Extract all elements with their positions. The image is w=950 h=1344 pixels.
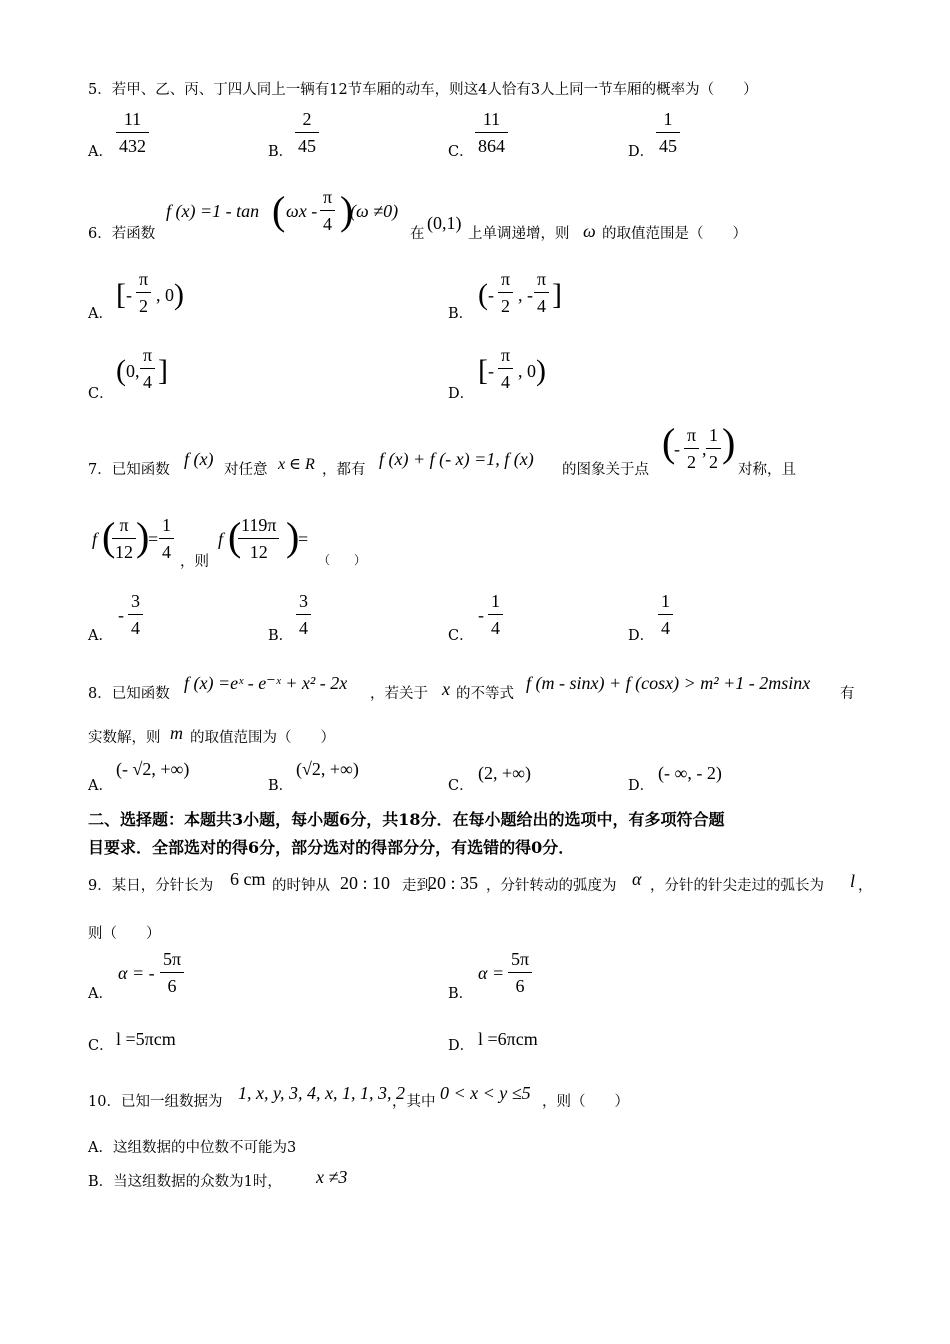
q8-line2: 实数解，则 <box>88 730 161 746</box>
q6-mid: 在 <box>410 226 425 242</box>
q8-x: x <box>442 679 450 699</box>
q10-option-b: B．当这组数据的众数为1时， <box>88 1174 282 1190</box>
q7-fx: f (x) <box>184 449 214 469</box>
q7-c-sign: - <box>478 605 484 625</box>
q6-b-frac1: π 2 <box>498 268 513 317</box>
q6-b-mid: , - <box>518 285 533 305</box>
q7-pt-lparen: ( <box>662 420 676 465</box>
q9-b-lhs: α = <box>478 963 505 983</box>
q7-v-rparen: ) <box>136 514 150 559</box>
q6-d-rparen: ) <box>536 354 546 387</box>
q7-then: ，则 <box>180 554 209 570</box>
q6-func-left: f (x) =1 - tan <box>166 201 260 221</box>
q5-option-b-value: 2 45 <box>295 108 319 157</box>
q5-option-d-label: D． <box>628 144 655 160</box>
q6-c-left: ( <box>116 354 126 387</box>
q10-tail: ，则（ ） <box>542 1094 629 1110</box>
q5-option-a-value: 11 432 <box>116 108 149 157</box>
section2-line1: 二、选择题：本题共3小题，每小题6分，共18分．在每小题给出的选项中，有多项符合题 <box>88 810 725 829</box>
q6-b-right: ] <box>552 278 562 311</box>
q7-a-frac: 3 4 <box>128 590 143 639</box>
q7-any: 对任意 <box>224 462 268 478</box>
q9-option-c-value: l =5πcm <box>116 1029 176 1049</box>
q7-q-lparen: ( <box>228 514 242 559</box>
q6-paren-open: ( <box>272 188 286 233</box>
q6-option-d-label: D． <box>448 386 475 402</box>
q7-pt-frac1: π 2 <box>684 424 699 473</box>
q6-suffix2: 的取值范围是（ ） <box>602 226 747 242</box>
q9-option-a-label: A． <box>88 986 113 1002</box>
q10-cond: 0 < x < y ≤5 <box>440 1083 531 1103</box>
q9-alpha: α <box>632 869 642 889</box>
q6-a-minus: - <box>126 285 132 305</box>
q7-c-frac: 1 4 <box>488 590 503 639</box>
q9-line2: 则（ ） <box>88 926 161 942</box>
q7-q-rparen: ) <box>286 514 300 559</box>
q7-xr: x ∈ R <box>278 456 315 473</box>
q8-m: m <box>170 723 183 743</box>
q8-option-d-value: (- ∞, - 2) <box>658 763 722 783</box>
q9-a-lhs: α = - <box>118 963 155 983</box>
q7-prefix: 7．已知函数 <box>88 462 170 478</box>
q9-option-d-value: l =6πcm <box>478 1029 538 1049</box>
q6-b-frac2: π 4 <box>534 268 549 317</box>
q5-option-a-label: A． <box>88 144 113 160</box>
q6-func-arg: ωx - <box>286 201 318 221</box>
q8-option-b-value: (√2, +∞) <box>296 759 359 779</box>
q7-comma: ，都有 <box>322 462 366 478</box>
q6-suffix1: 上单调递增，则 <box>468 226 570 242</box>
q8-option-c-value: (2, +∞) <box>478 763 531 783</box>
q6-pi-over-4: π 4 <box>320 186 335 235</box>
q6-b-left: ( <box>478 278 488 311</box>
q8-line2b: 的取值范围为（ ） <box>190 730 335 746</box>
q8-prefix: 8．已知函数 <box>88 686 170 702</box>
q6-option-b-label: B． <box>448 306 474 322</box>
q7-pt-comma: , <box>702 439 707 459</box>
q9-prefix: 9．某日，分针长为 <box>88 878 214 894</box>
q9-mid5: ， <box>858 878 873 894</box>
q6-prefix: 6．若函数 <box>88 226 156 242</box>
q6-cond: (ω ≠0) <box>350 201 399 221</box>
q6-d-minus: - <box>488 361 494 381</box>
q8-option-c-label: C． <box>448 778 474 794</box>
q6-c-zero: 0, <box>126 361 140 381</box>
q9-t1: 20 : 10 <box>340 873 391 893</box>
q6-option-c-label: C． <box>88 386 114 402</box>
q7-b-frac: 3 4 <box>296 590 311 639</box>
q9-mid4: ，分针的针尖走过的弧长为 <box>650 878 824 894</box>
q6-a-left: [ <box>116 278 126 311</box>
q7-pt-rparen: ) <box>722 420 736 465</box>
q10-mid: ，其中 <box>392 1094 436 1110</box>
q7-pt-frac2: 1 2 <box>706 424 721 473</box>
q6-option-a-label: A． <box>88 306 113 322</box>
q9-option-b-label: B． <box>448 986 474 1002</box>
q7-option-c-label: C． <box>448 628 474 644</box>
q9-len: 6 cm <box>230 869 266 889</box>
q8-option-b-label: B． <box>268 778 294 794</box>
q9-t2: 20 : 35 <box>428 873 479 893</box>
q8-option-a-value: (- √2, +∞) <box>116 759 190 779</box>
q6-c-right: ] <box>158 354 168 387</box>
q7-v-lparen: ( <box>102 514 116 559</box>
q10-option-b-math: x ≠3 <box>316 1167 348 1187</box>
q10-option-a: A．这组数据的中位数不可能为3 <box>88 1140 297 1156</box>
q7-q-eq: = <box>298 529 309 549</box>
q6-interval: (0,1) <box>427 213 462 233</box>
q5-option-c-label: C． <box>448 144 474 160</box>
q7-identity: f (x) + f (- x) =1, f (x) <box>379 449 534 469</box>
q6-a-right: , 0 <box>156 285 174 305</box>
q6-d-frac: π 4 <box>498 344 513 393</box>
q5-option-b-label: B． <box>268 144 294 160</box>
q10-prefix: 10．已知一组数据为 <box>88 1094 223 1110</box>
section2-line2: 目要求．全部选对的得6分，部分选对的得部分分，有选错的得0分． <box>88 838 575 857</box>
q9-option-d-label: D． <box>448 1038 475 1054</box>
q7-v-frac: π 12 <box>112 514 136 563</box>
q6-a-frac: π 2 <box>136 268 151 317</box>
q8-tail: 有 <box>840 686 855 702</box>
q5-stem: 5．若甲、乙、丙、丁四人同上一辆有12节车厢的动车，则这4人恰有3人上同一节车厢的概率为（ ） <box>88 82 758 98</box>
q5-option-c-value: 11 864 <box>475 108 508 157</box>
q7-a-sign: - <box>118 605 124 625</box>
q6-d-left: [ <box>478 354 488 387</box>
q7-q-frac: 119π 12 <box>238 514 279 563</box>
q7-blank: （ ） <box>318 553 367 567</box>
q7-graph: 的图象关于点 <box>562 462 649 478</box>
q7-sym: 对称，且 <box>738 462 796 478</box>
q6-c-frac: π 4 <box>140 344 155 393</box>
q8-ineq-label: 的不等式 <box>456 686 514 702</box>
q6-a-rparen: ) <box>174 278 184 311</box>
q7-option-a-label: A． <box>88 628 113 644</box>
q7-line2-f: f <box>92 529 98 549</box>
q9-option-c-label: C． <box>88 1038 114 1054</box>
q9-b-frac: 5π 6 <box>508 948 532 997</box>
q5-option-d-value: 1 45 <box>656 108 680 157</box>
q7-option-d-label: D． <box>628 628 655 644</box>
q10-data: 1, x, y, 3, 4, x, 1, 1, 3, 2 <box>238 1083 405 1103</box>
q6-paren-close: ) <box>340 188 354 233</box>
q7-v-eq: = <box>148 529 159 549</box>
q8-func: f (x) =eˣ - e⁻ˣ + x² - 2x <box>184 673 348 693</box>
q9-mid1: 的时钟从 <box>272 878 330 894</box>
q7-v-quarter: 1 4 <box>159 514 174 563</box>
q8-option-d-label: D． <box>628 778 655 794</box>
q7-option-b-label: B． <box>268 628 294 644</box>
q8-ineq: f (m - sinx) + f (cosx) > m² +1 - 2msinx <box>526 673 811 693</box>
q7-pt-neg: - <box>674 439 680 459</box>
q9-mid3: ，分针转动的弧度为 <box>486 878 617 894</box>
q9-a-frac: 5π 6 <box>160 948 184 997</box>
q6-d-zero: , 0 <box>518 361 536 381</box>
q7-q-f: f <box>218 529 224 549</box>
q8-option-a-label: A． <box>88 778 113 794</box>
q8-mid: ，若关于 <box>370 686 428 702</box>
q6-b-minus: - <box>488 285 494 305</box>
q9-mid2: 走到 <box>402 878 431 894</box>
q6-omega: ω <box>583 221 596 241</box>
q7-d-frac: 1 4 <box>658 590 673 639</box>
q9-l: l <box>850 871 856 891</box>
